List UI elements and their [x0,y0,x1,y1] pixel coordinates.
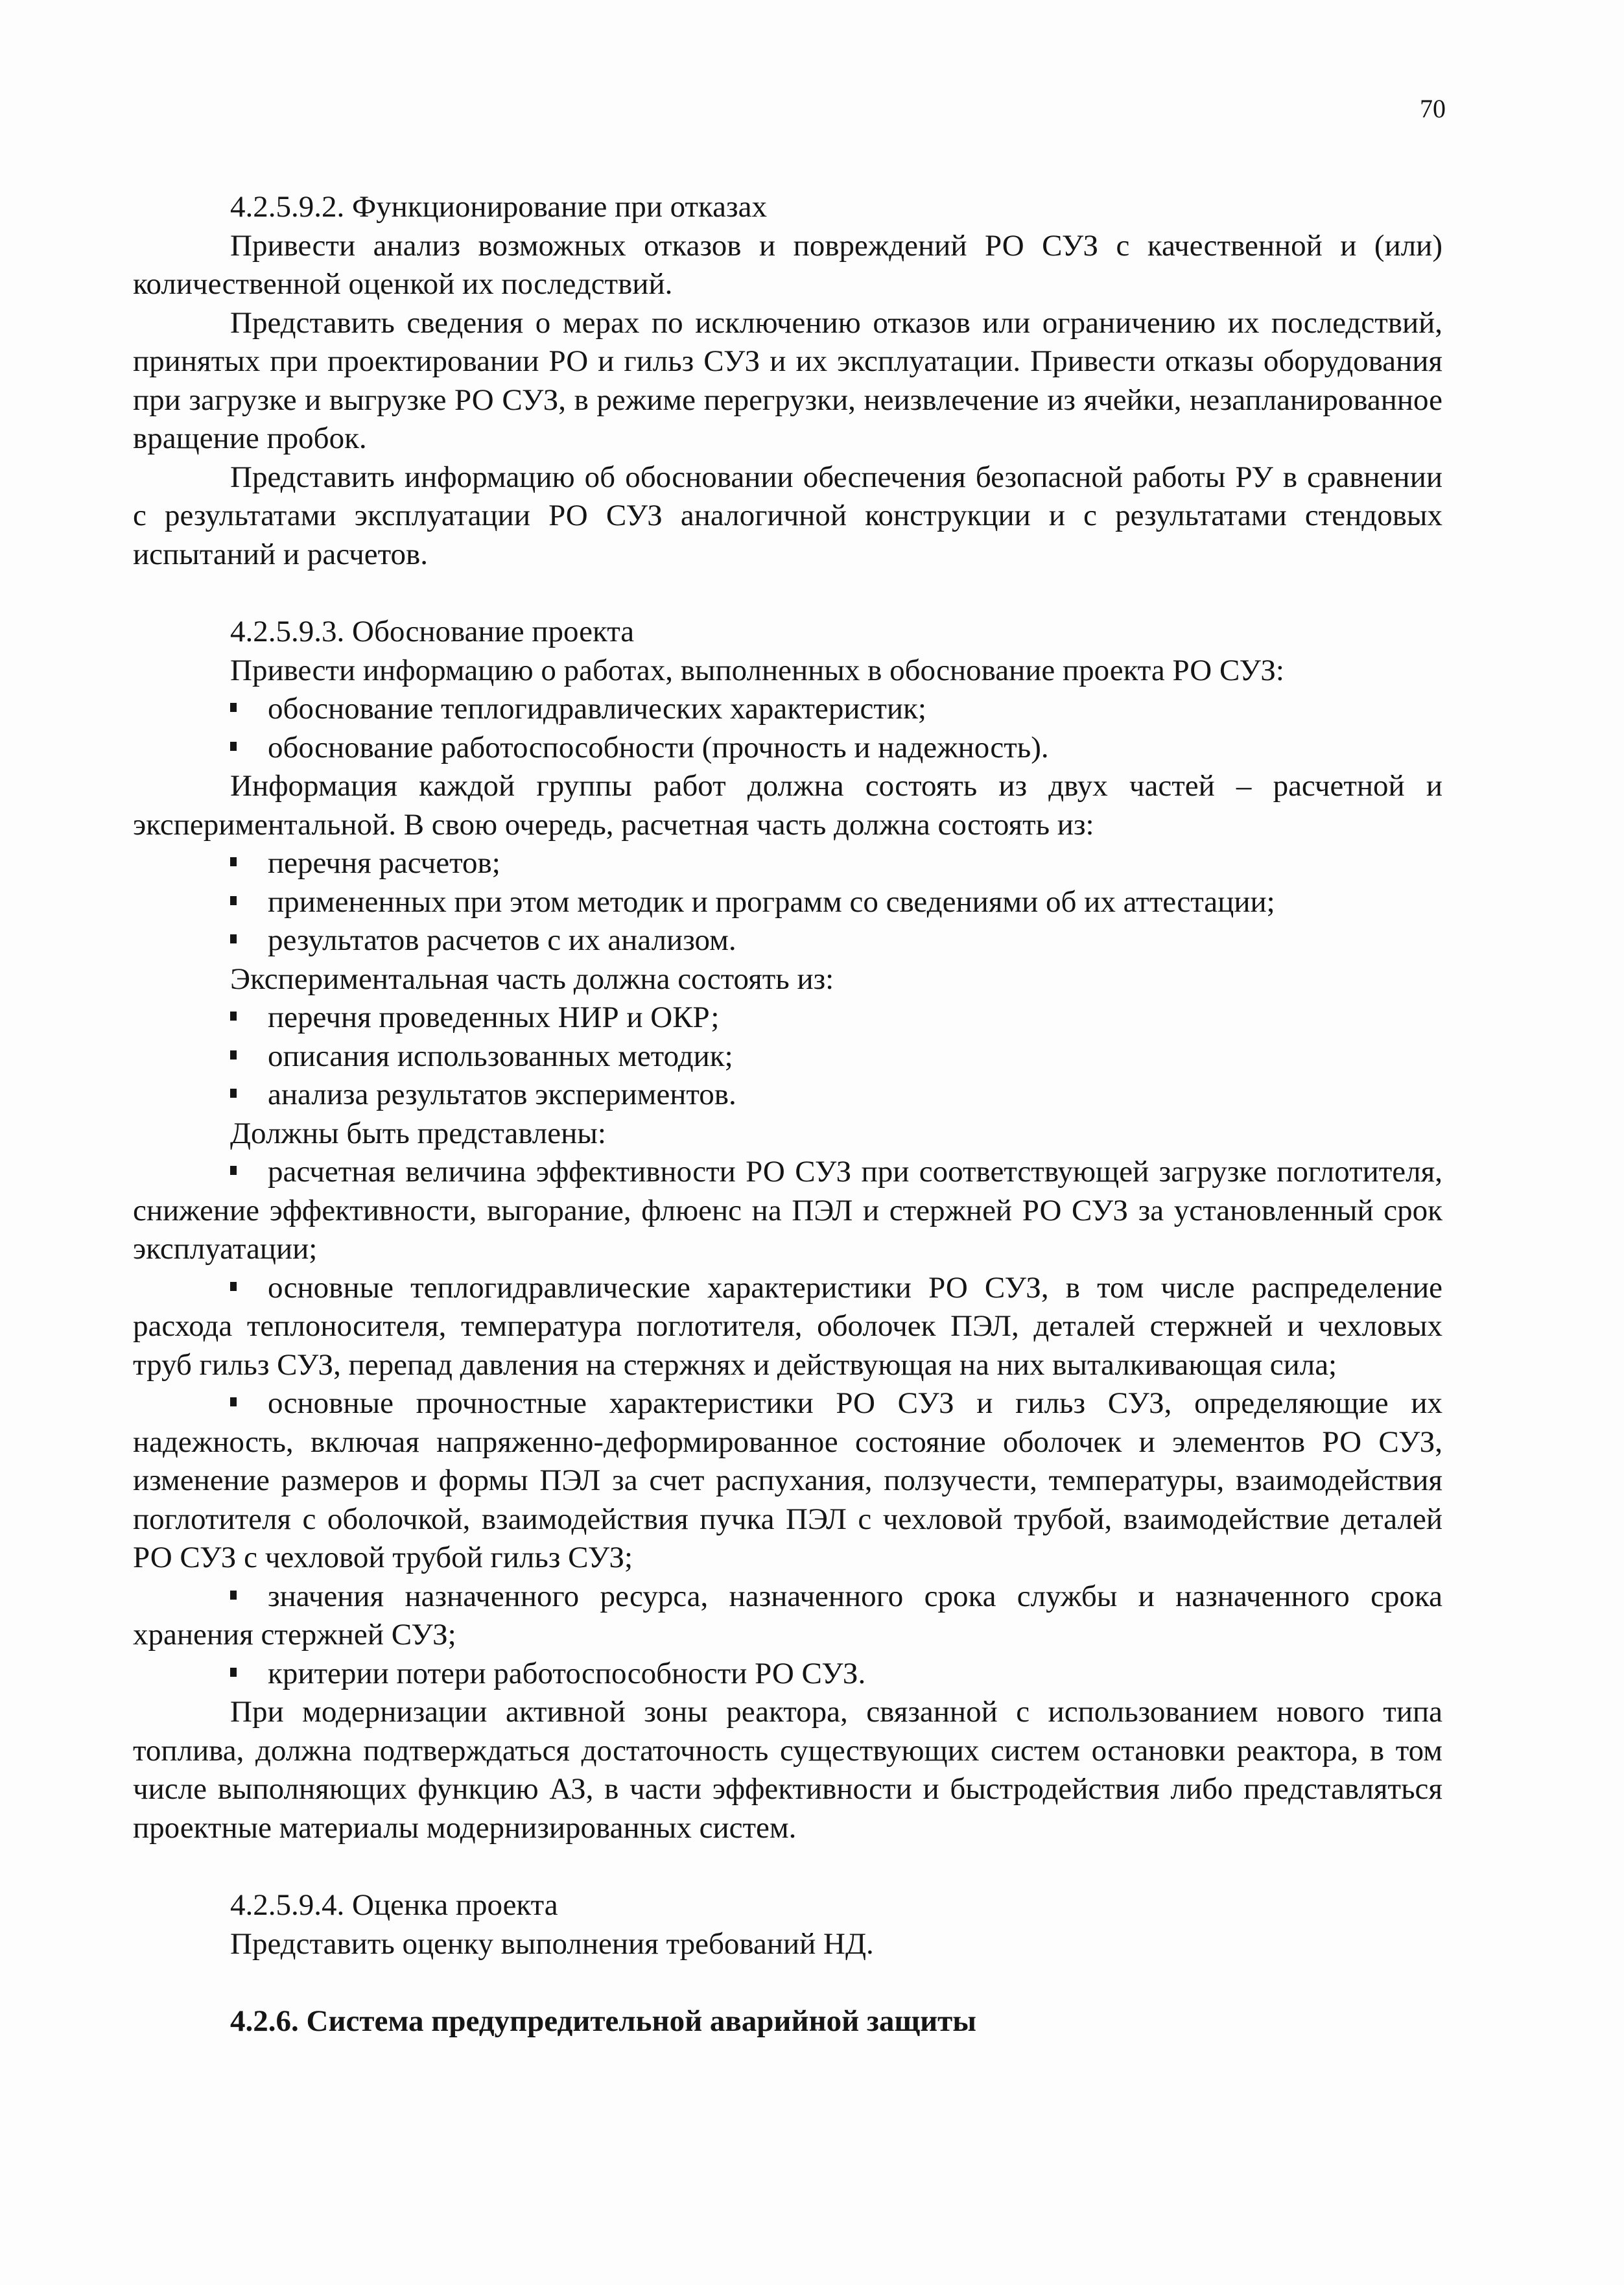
list-item [133,729,1442,768]
paragraph: Информация каждой группы работ должна состоять из двух частей – расчетной и экспериментальной. В свою очередь, расчетная часть должна состоять из: [133,769,1442,842]
paragraph: Привести информацию о работах, выполненных в обоснование проекта РО СУЗ: [230,653,1284,687]
list-item [133,1384,1442,1578]
list-item-text: описания использованных методик; [268,1039,733,1073]
paragraph: Представить сведения о мерах по исключению отказов или ограничению их последствий, принятых при проектировании РО и гильз СУЗ и их эксплуатации. Привести отказы оборудования при загрузке и выгрузке РО СУЗ, в режиме перегрузки, неизвлечение из ячейки, незапланированное вращение пробок. [133,305,1442,455]
list-item [133,1037,1442,1076]
spacer [133,1963,1442,2002]
list-item-text: обоснование теплогидравлических характеристик; [268,692,926,726]
square-bullet-icon [230,742,237,751]
list-item [133,1153,1442,1269]
section-heading-failures: 4.2.5.9.2. Функционирование при отказах [230,190,767,224]
list-item-text: перечня расчетов; [268,846,500,880]
list-item [133,1076,1442,1115]
section-heading-emergency-protection: 4.2.6. Система предупредительной аварийной защиты [230,2004,976,2038]
list-item-text: обоснование работоспособности (прочность и надежность). [268,730,1049,764]
document-body [133,188,1442,2041]
list-item [133,883,1442,922]
list-item-text: основные теплогидравлические характеристики РО СУЗ, в том числе распределение расхода теплоносителя, температура поглотителя, оболочек ПЭЛ, деталей стержней и чехловых труб гильз СУЗ, перепад давления на стержнях и действующая на них выталкивающая сила; [133,1270,1442,1382]
square-bullet-icon [230,857,237,866]
square-bullet-icon [230,934,237,943]
square-bullet-icon [230,1050,237,1060]
spacer [133,574,1442,613]
list-item-text: примененных при этом методик и программ со сведениями об их аттестации; [268,884,1275,919]
square-bullet-icon [230,1166,237,1175]
section-heading-justification: 4.2.5.9.3. Обоснование проекта [230,615,635,648]
list-item-text: анализа результатов экспериментов. [268,1078,736,1111]
list-item-text: расчетная величина эффективности РО СУЗ при соответствующей загрузке поглотителя, снижение эффективности, выгорание, флюенс на ПЭЛ и стержней РО СУЗ за установленный срок эксплуатации; [133,1155,1442,1266]
paragraph: Должны быть представлены: [230,1116,606,1150]
square-bullet-icon [230,703,237,712]
square-bullet-icon [230,1012,237,1021]
square-bullet-icon [230,1282,237,1291]
square-bullet-icon [230,1591,237,1600]
list-item-text: критерии потери работоспособности РО СУЗ. [268,1656,866,1690]
list-item-text: перечня проведенных НИР и ОКР; [268,1000,720,1034]
list-item [133,1578,1442,1655]
square-bullet-icon [230,896,237,905]
list-item-text: результатов расчетов с их анализом. [268,923,736,957]
list-item [133,999,1442,1037]
list-item [133,1655,1442,1694]
list-item [133,921,1442,960]
square-bullet-icon [230,1397,237,1406]
paragraph: Представить информацию об обосновании обеспечения безопасной работы РУ в сравнении с результатами эксплуатации РО СУЗ аналогичной конструкции и с результатами стендовых испытаний и расчетов. [133,460,1442,571]
square-bullet-icon [230,1089,237,1098]
list-item [133,844,1442,883]
page-number: 70 [1420,94,1446,123]
paragraph: Привести анализ возможных отказов и повреждений РО СУЗ с качественной и (или) количественной оценкой их последствий. [133,228,1442,301]
paragraph: Экспериментальная часть должна состоять из: [230,962,834,996]
list-item [133,690,1442,729]
list-item [133,1269,1442,1385]
list-item-text: основные прочностные характеристики РО СУЗ и гильз СУЗ, определяющие их надежность, включая напряженно-деформированное состояние оболочек и элементов РО СУЗ, изменение размеров и формы ПЭЛ за счет распухания, ползучести, температуры, взаимодействия поглотителя с оболочкой, взаимодействия пучка ПЭЛ с чехловой трубой, взаимодействие деталей РО СУЗ с чехловой трубой гильз СУЗ; [133,1386,1442,1574]
paragraph: Представить оценку выполнения требований НД. [230,1926,874,1961]
paragraph: При модернизации активной зоны реактора, связанной с использованием нового типа топлива, должна подтверждаться достаточность существующих систем остановки реактора, в том числе выполняющих функцию АЗ, в части эффективности и быстродействия либо представляться проектные материалы модернизированных систем. [133,1695,1442,1845]
square-bullet-icon [230,1668,237,1677]
list-item-text: значения назначенного ресурса, назначенного срока службы и назначенного срока хранения стержней СУЗ; [133,1579,1442,1652]
section-heading-assessment: 4.2.5.9.4. Оценка проекта [230,1888,558,1922]
spacer [133,1847,1442,1886]
